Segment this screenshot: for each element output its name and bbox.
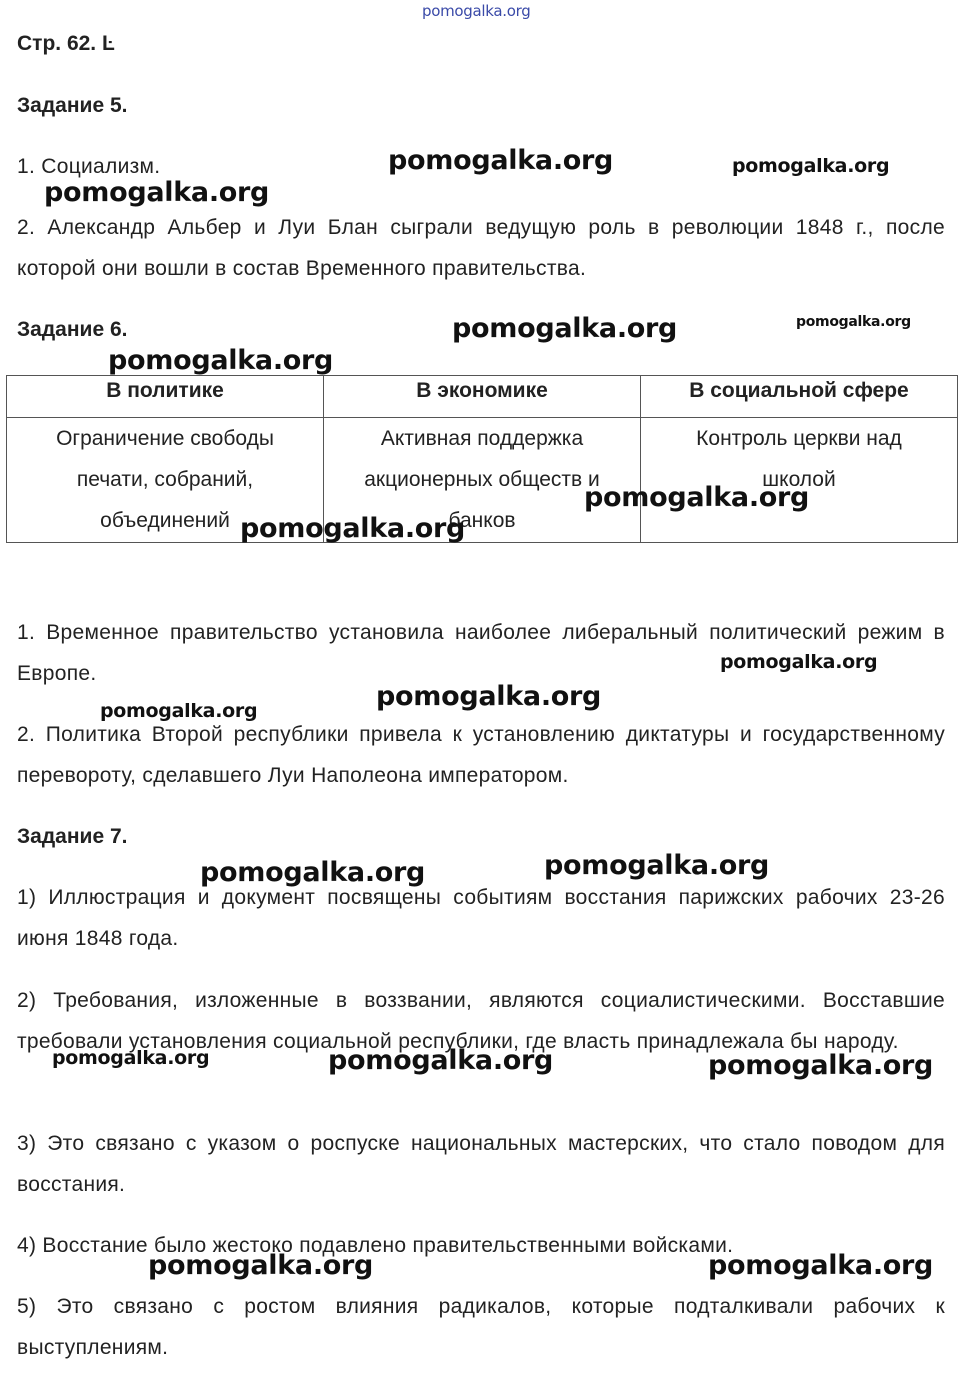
task5-item-1: 1. Социализм. xyxy=(17,155,161,178)
task7-item-5: 5) Это связано с ростом влияния радикалов, которые подталкивали рабочих к выступлениям. xyxy=(17,1295,945,1359)
watermark: pomogalka.org xyxy=(328,1045,554,1076)
task6-title: Задание 6. xyxy=(17,318,128,341)
table-header-politics: В политике xyxy=(7,376,324,418)
table-cell-politics: Ограничение свободы печати, собраний, объединений xyxy=(56,427,274,532)
watermark: pomogalka.org xyxy=(240,513,466,544)
watermark: pomogalka.org xyxy=(52,1047,210,1069)
table-cell-economy: Активная поддержка акционерных обществ и банков xyxy=(364,427,600,532)
watermark: pomogalka.org xyxy=(388,145,614,176)
task7-item-1: 1) Иллюстрация и документ посвящены событиям восстания парижских рабочих 23-26 июня 1848 года. xyxy=(17,886,945,950)
task6-item-1: 1. Временное правительство установила наиболее либеральный политический режим в Европе. xyxy=(17,621,945,685)
watermark: pomogalka.org xyxy=(452,313,678,344)
watermark: pomogalka.org xyxy=(100,700,258,722)
watermark: pomogalka.org xyxy=(708,1250,934,1281)
table-header-row xyxy=(7,376,958,418)
page-number: Стр. 62. Ŀ xyxy=(17,32,115,55)
site-watermark-top: pomogalka.org xyxy=(422,2,531,20)
watermark: pomogalka.org xyxy=(720,651,878,673)
task7-item-3: 3) Это связано с указом о роспуске национальных мастерских, что стало поводом для восстания. xyxy=(17,1132,945,1196)
watermark: pomogalka.org xyxy=(708,1050,934,1081)
watermark: pomogalka.org xyxy=(732,155,890,177)
task7-title: Задание 7. xyxy=(17,825,128,848)
table-header-social: В социальной сфере xyxy=(641,376,958,418)
task6-item-2: 2. Политика Второй республики привела к установлению диктатуры и государственному перевороту, сделавшего Луи Наполеона императором. xyxy=(17,723,945,787)
watermark: pomogalka.org xyxy=(796,314,911,330)
watermark: pomogalka.org xyxy=(376,681,602,712)
watermark: pomogalka.org xyxy=(108,345,334,376)
task6-table xyxy=(6,375,958,543)
watermark: pomogalka.org xyxy=(584,482,810,513)
table-row xyxy=(7,418,958,543)
watermark: pomogalka.org xyxy=(148,1250,374,1281)
watermark: pomogalka.org xyxy=(44,177,270,208)
table-cell-social: Контроль церкви над школой xyxy=(696,427,902,491)
watermark: pomogalka.org xyxy=(200,857,426,888)
task7-item-4: 4) Восстание было жестоко подавлено правительственными войсками. xyxy=(17,1234,734,1257)
task5-item-2: 2. Александр Альбер и Луи Блан сыграли ведущую роль в революции 1848 г., после которой они вошли в состав Временного правительства. xyxy=(17,216,945,280)
task5-title: Задание 5. xyxy=(17,94,128,117)
watermark: pomogalka.org xyxy=(544,850,770,881)
task7-item-2: 2) Требования, изложенные в воззвании, являются социалистическими. Восставшие требовали установления социальной республики, где власть принадлежала бы народу. xyxy=(17,989,945,1053)
table-header-economy: В экономике xyxy=(324,376,641,418)
